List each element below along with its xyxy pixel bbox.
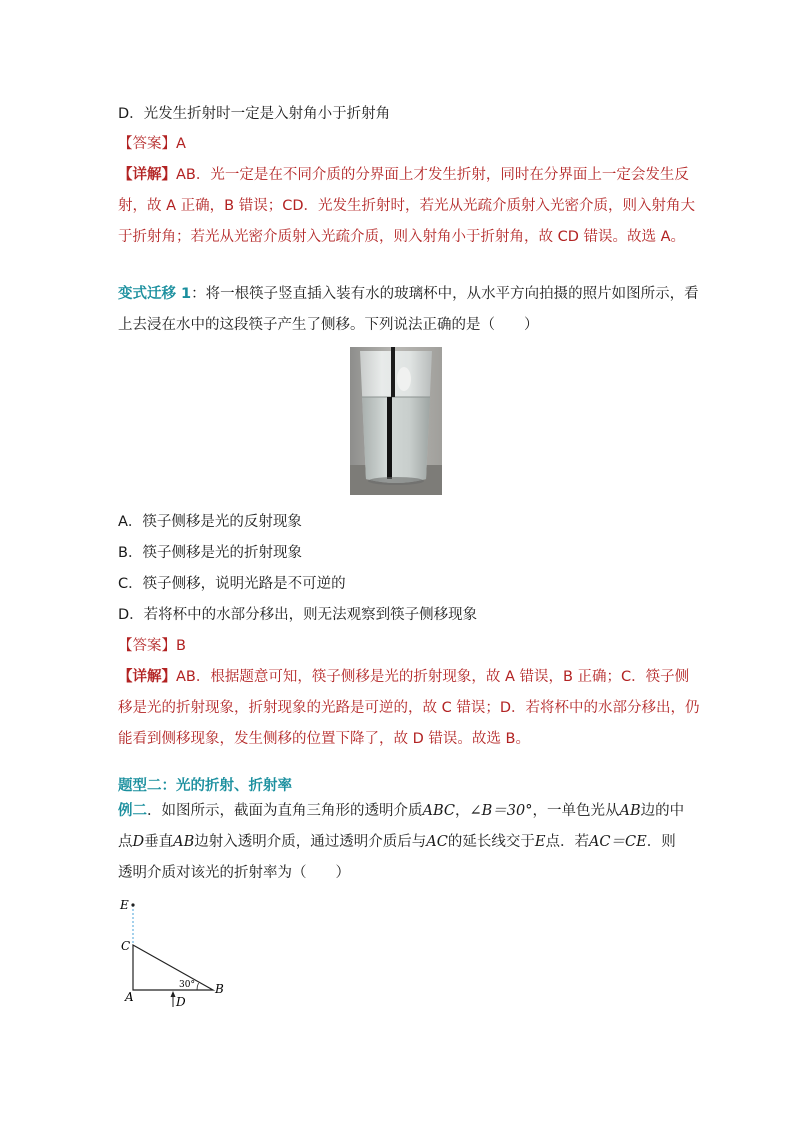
variant-option-d: D．若将杯中的水部分移出，则无法观察到筷子侧移现象 xyxy=(118,607,478,623)
math-angle-b: ∠B＝30° xyxy=(469,803,533,819)
example-text: ．则 xyxy=(646,834,676,850)
triangle-abc xyxy=(133,945,213,990)
section-title: 题型二：光的折射、折射率 xyxy=(118,778,292,794)
variant-option-b: B．筷子侧移是光的折射现象 xyxy=(118,545,302,561)
example-text: 垂直 xyxy=(144,834,174,850)
prev-answer-value: A xyxy=(176,136,186,152)
math-d: D xyxy=(132,834,145,850)
math-ac: AC xyxy=(426,834,448,850)
math-ab: AB xyxy=(619,803,641,819)
label-c: C xyxy=(121,939,131,953)
example-text: ， xyxy=(455,803,470,819)
math-abc: ABC xyxy=(422,803,455,819)
variant-detail-label: 【详解】 xyxy=(118,669,176,685)
prev-detail-line-3: 于折射角；若光从光密介质射入光疏介质，则入射角小于折射角，故 CD 错误。故选 A。 xyxy=(118,229,686,245)
variant-answer-label: 【答案】 xyxy=(118,638,176,654)
prev-detail-line-2: 射，故 A 正确，B 错误；CD．光发生折射时，若光从光疏介质射入光密介质，则入射角大 xyxy=(118,198,695,214)
variant-option-a: A．筷子侧移是光的反射现象 xyxy=(118,514,302,530)
variant-option-c: C．筷子侧移，说明光路是不可逆的 xyxy=(118,576,346,592)
example-text: 的延长线交于 xyxy=(447,834,535,850)
label-d: D xyxy=(176,995,186,1009)
variant-detail-text-1: AB．根据题意可知，筷子侧移是光的折射现象，故 A 错误，B 正确；C．筷子侧 xyxy=(176,669,690,685)
variant-detail-line-2: 移是光的折射现象，折射现象的光路是可逆的，故 C 错误；D．若将杯中的水部分移出，仍 xyxy=(118,700,700,716)
variant-detail-line-3: 能看到侧移现象，发生侧移的位置下降了，故 D 错误。故选 B。 xyxy=(118,731,530,747)
prev-answer xyxy=(118,134,688,154)
math-e: E xyxy=(534,834,546,850)
variant-detail-line-1 xyxy=(118,667,688,687)
label-b: B xyxy=(215,982,224,996)
example-line-1 xyxy=(118,801,688,821)
example-text: ，一单色光从 xyxy=(532,803,620,819)
example-label: 例二 xyxy=(118,803,147,819)
label-e: E xyxy=(120,898,129,912)
angle-label: 30° xyxy=(179,980,195,990)
prev-detail-label: 【详解】 xyxy=(118,167,176,183)
prev-answer-label: 【答案】 xyxy=(118,136,176,152)
triangle-diagram xyxy=(115,893,235,1013)
example-text: 边射入透明介质，通过透明介质后与 xyxy=(194,834,427,850)
label-a: A xyxy=(125,990,134,1004)
variant-stem-line-1 xyxy=(118,284,699,304)
prev-option-d: D．光发生折射时一定是入射角小于折射角 xyxy=(118,106,391,122)
math-ab: AB xyxy=(173,834,195,850)
example-text: ．如图所示，截面为直角三角形的透明介质 xyxy=(147,803,423,819)
prev-detail-text-1: AB．光一定是在不同介质的分界面上才发生折射，同时在分界面上一定会发生反 xyxy=(176,167,689,183)
variant-stem-line-2: 上去浸在水中的这段筷子产生了侧移。下列说法正确的是（ ） xyxy=(118,317,539,333)
prev-detail-line-1 xyxy=(118,165,688,185)
variant-stem-text-1: ：将一根筷子竖直插入装有水的玻璃杯中，从水平方向拍摄的照片如图所示，看 xyxy=(191,286,699,302)
point-e xyxy=(131,903,134,906)
variant-label: 变式迁移 1 xyxy=(118,286,192,302)
variant-answer xyxy=(118,636,688,656)
variant-answer-value: B xyxy=(176,638,186,654)
ray-arrow-icon xyxy=(171,991,176,997)
example-text: 点 xyxy=(118,834,133,850)
example-line-2 xyxy=(118,832,688,852)
example-text: 边的中 xyxy=(640,803,685,819)
example-text: 点．若 xyxy=(545,834,589,850)
chopstick-glass-photo xyxy=(350,347,442,495)
example-line-3: 透明介质对该光的折射率为（ ） xyxy=(118,865,350,881)
angle-arc xyxy=(197,983,199,990)
math-ac-eq-ce: AC＝CE xyxy=(588,834,647,850)
